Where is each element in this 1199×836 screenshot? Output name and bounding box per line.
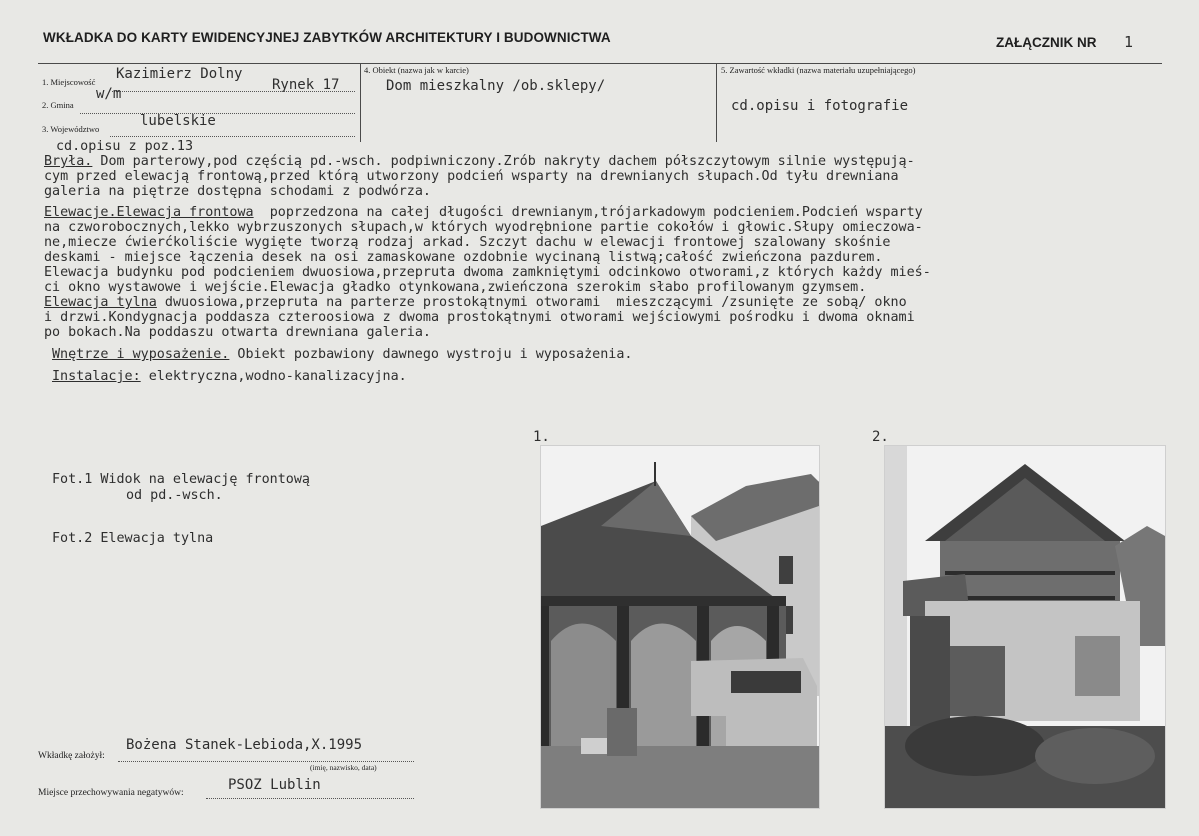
obiekt-value: Dom mieszkalny /ob.sklepy/	[386, 78, 606, 94]
negatywy-value: PSOZ Lublin	[228, 777, 321, 793]
negatywy-line	[206, 798, 414, 799]
photo-front-elevation-image	[541, 446, 819, 808]
caption-fot2: Fot.2 Elewacja tylna	[52, 531, 214, 546]
elewacje-line-5: Elewacja budynku pod podcieniem dwuosiowa,przepruta dwoma zamkniętymi odcinkowo otworami,z których każdy mieś-	[44, 265, 931, 280]
elewacje-line-3: ne,miecze ćwierćkoliście wygięte tworzą rodzaj arkad. Szczyt dachu w elewacji frontowej szalowany skośnie	[44, 235, 891, 250]
bryla-line-1: Bryła. Dom parterowy,pod częścią pd.-wsch. podpiwniczony.Zrób nakryty dachem półszczytowym silnie występują-	[44, 154, 915, 169]
zawartosc-label: 5. Zawartość wkładki	[721, 65, 795, 75]
wnetrze-line: Wnętrze i wyposażenie. Obiekt pozbawiony dawnego wystroju i wyposażenia.	[52, 347, 633, 362]
wojewodztwo-line	[110, 136, 355, 137]
miejscowosc-line	[112, 91, 355, 92]
card-title: WKŁADKA DO KARTY EWIDENCYJNEJ ZABYTKÓW ARCHITEKTURY I BUDOWNICTWA	[43, 30, 611, 45]
bryla-heading: Bryła.	[44, 154, 93, 169]
attachment-number: 1	[1124, 33, 1134, 51]
instalacje-heading: Instalacje:	[52, 369, 141, 384]
bryla-line-2: cym przed elewacją frontową,przed którą utworzony podcień wsparty na drewnianych słupach.Od tyłu drewniana	[44, 169, 899, 184]
description-intro: cd.opisu z poz.13	[56, 139, 194, 154]
form-divider-1	[360, 63, 361, 142]
wnetrze-heading: Wnętrze i wyposażenie.	[52, 347, 230, 362]
zalozyl-value: Bożena Stanek-Lebioda,X.1995	[126, 737, 363, 753]
caption-fot1-line2: od pd.-wsch.	[126, 488, 223, 503]
photo-rear-elevation-image	[885, 446, 1165, 808]
bryla-line-3: galeria na piętrze dostępna schodami z podwórza.	[44, 184, 431, 199]
form-divider-2	[716, 63, 717, 142]
zawartosc-value: cd.opisu i fotografie	[731, 98, 909, 114]
tylna-line-3: po bokach.Na poddaszu otwarta drewniana galeria.	[44, 325, 431, 340]
wojewodztwo-label: 3. Województwo	[42, 124, 100, 134]
miejscowosc-value: Kazimierz Dolny	[116, 66, 243, 82]
photo-front-elevation	[540, 445, 820, 809]
attachment-label: ZAŁĄCZNIK NR	[996, 35, 1097, 50]
zawartosc-label-group	[721, 65, 915, 75]
elewacje-line-1: Elewacje.Elewacja frontowa poprzedzona na całej długości drewnianym,trójarkadowym podcieniem.Podcień wsparty	[44, 205, 923, 220]
gmina-line	[80, 113, 355, 114]
obiekt-label: 4. Obiekt	[364, 65, 396, 75]
zawartosc-note: (nazwa materiału uzupełniającego)	[796, 65, 916, 75]
gmina-label: 2. Gmina	[42, 100, 74, 110]
miejscowosc-address: Rynek 17	[272, 77, 340, 93]
photo1-number: 1.	[533, 429, 550, 445]
obiekt-label-group	[364, 65, 469, 75]
photo2-number: 2.	[872, 429, 889, 445]
gmina-value: w/m	[96, 86, 122, 102]
negatywy-label: Miejsce przechowywania negatywów:	[38, 788, 184, 798]
caption-fot1-line1: Fot.1 Widok na elewację frontową	[52, 472, 310, 487]
tylna-heading: Elewacja tylna	[44, 295, 157, 310]
tylna-line-2: i drzwi.Kondygnacja poddasza czteroosiowa z dwoma prostokątnymi otworami wejściowymi pośrodku i dwoma oknami	[44, 310, 915, 325]
zalozyl-line	[118, 761, 414, 762]
elewacje-heading: Elewacje.Elewacja frontowa	[44, 205, 254, 220]
elewacje-line-4: deskami - miejsce łączenia desek na osi zamaskowane ozdobnie wycinaną listwą;całość zwieńczona pazdurem.	[44, 250, 883, 265]
miejscowosc-label: 1. Miejscowość	[42, 77, 96, 87]
photo-rear-elevation	[884, 445, 1166, 809]
elewacje-line-2: na czworobocznych,lekko wybrzuszonych słupach,w których wyodrębnione partie cokołów i głowic.Słupy omieczowa-	[44, 220, 923, 235]
description-text	[44, 139, 1164, 384]
zalozyl-note: (imię, nazwisko, data)	[310, 763, 377, 772]
zalozyl-label: Wkładkę założył:	[38, 751, 105, 761]
elewacje-line-6: ci okno wystawowe i wejście.Elewacja gładko otynkowana,zwieńczona szerokim słabo profilowanym gzymsem.	[44, 280, 867, 295]
obiekt-note: (nazwa jak w karcie)	[397, 65, 469, 75]
tylna-line-1: Elewacja tylna dwuosiowa,przepruta na parterze prostokątnymi otworami mieszczącymi /zsunięte ze sobą/ okno	[44, 295, 907, 310]
instalacje-line: Instalacje: elektryczna,wodno-kanalizacyjna.	[52, 369, 407, 384]
form-top-rule	[38, 63, 1162, 64]
wojewodztwo-value: lubelskie	[140, 113, 216, 129]
